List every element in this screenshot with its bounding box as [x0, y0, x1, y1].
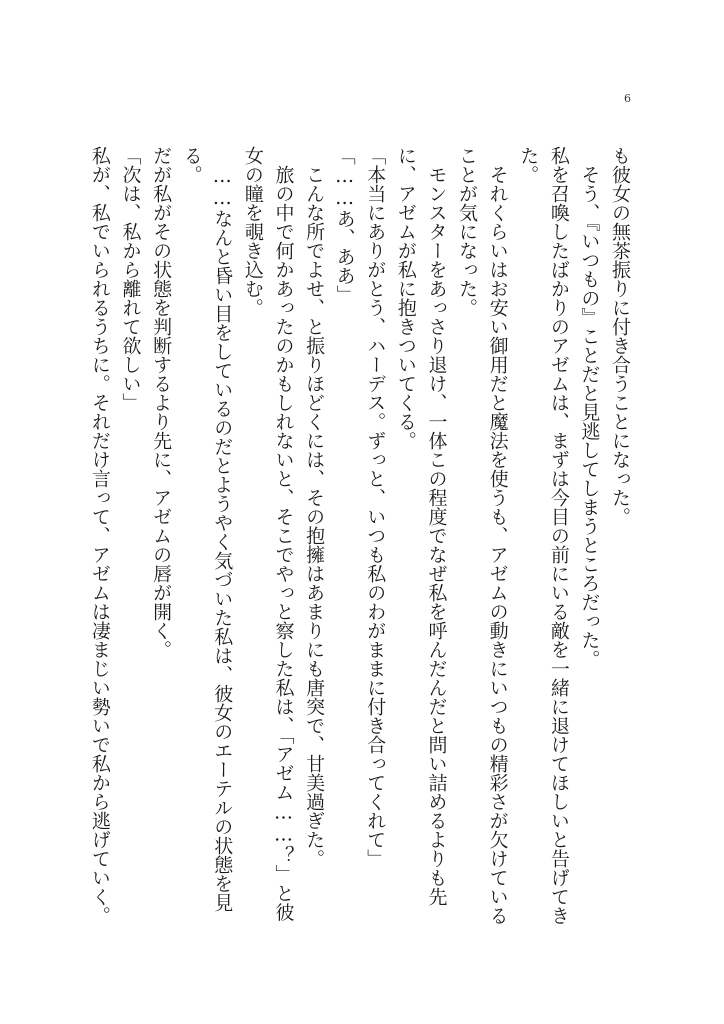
paragraph: も彼女の無茶振りに付き合うことになった。 — [609, 146, 631, 526]
dialogue-line: 「本当にありがとう、ハーデス。ずっと、いつも私のわがままに付き合ってくれて」 — [364, 146, 387, 868]
dialogue-line: 「次は、私から離れて欲しい」 — [119, 146, 142, 412]
paragraph: 私を召喚したばかりのアゼムは、まずは今目の前にいる敵を一緒に退けてほしいと告げてきた。 — [517, 146, 570, 925]
paragraph: だが私がその状態を判断するより先に、アゼムの唇が開く。 — [150, 146, 173, 659]
vertical-text-body — [88, 146, 635, 936]
paragraph: それくらいはお安い御用だと魔法を使うも、アゼムの動きにいつもの精彩さが欠けていることが気になった。 — [456, 146, 509, 925]
paragraph: モンスターをあっさり退け、一体この程度でなぜ私を呼んだんだと問い詰めるよりも先に、アゼムが私に抱きついてくる。 — [394, 146, 448, 906]
page-number: 6 — [624, 92, 631, 105]
paragraph: 旅の中で何かあったのかもしれないと、そこでやっと察した私は、「アゼム……？」と彼女の瞳を覗き込む。 — [241, 146, 295, 922]
dialogue-line: 「……あ、ああ」 — [333, 146, 356, 304]
paragraph: こんな所でよせ、と振りほどくには、その抱擁はあまりにも唐突で、甘美過ぎた。 — [303, 165, 326, 868]
paragraph: そう、『いつもの』ことだと見逃してしまうところだった。 — [578, 165, 601, 669]
paragraph: ……なんと昏い目をしているのだとようやく気づいた私は、彼女のエーテルの状態を見る。 — [180, 146, 234, 912]
paragraph: 私が、私でいられるうちに。それだけ言って、アゼムは凄まじい勢いで私から逃げていく。 — [88, 146, 111, 925]
